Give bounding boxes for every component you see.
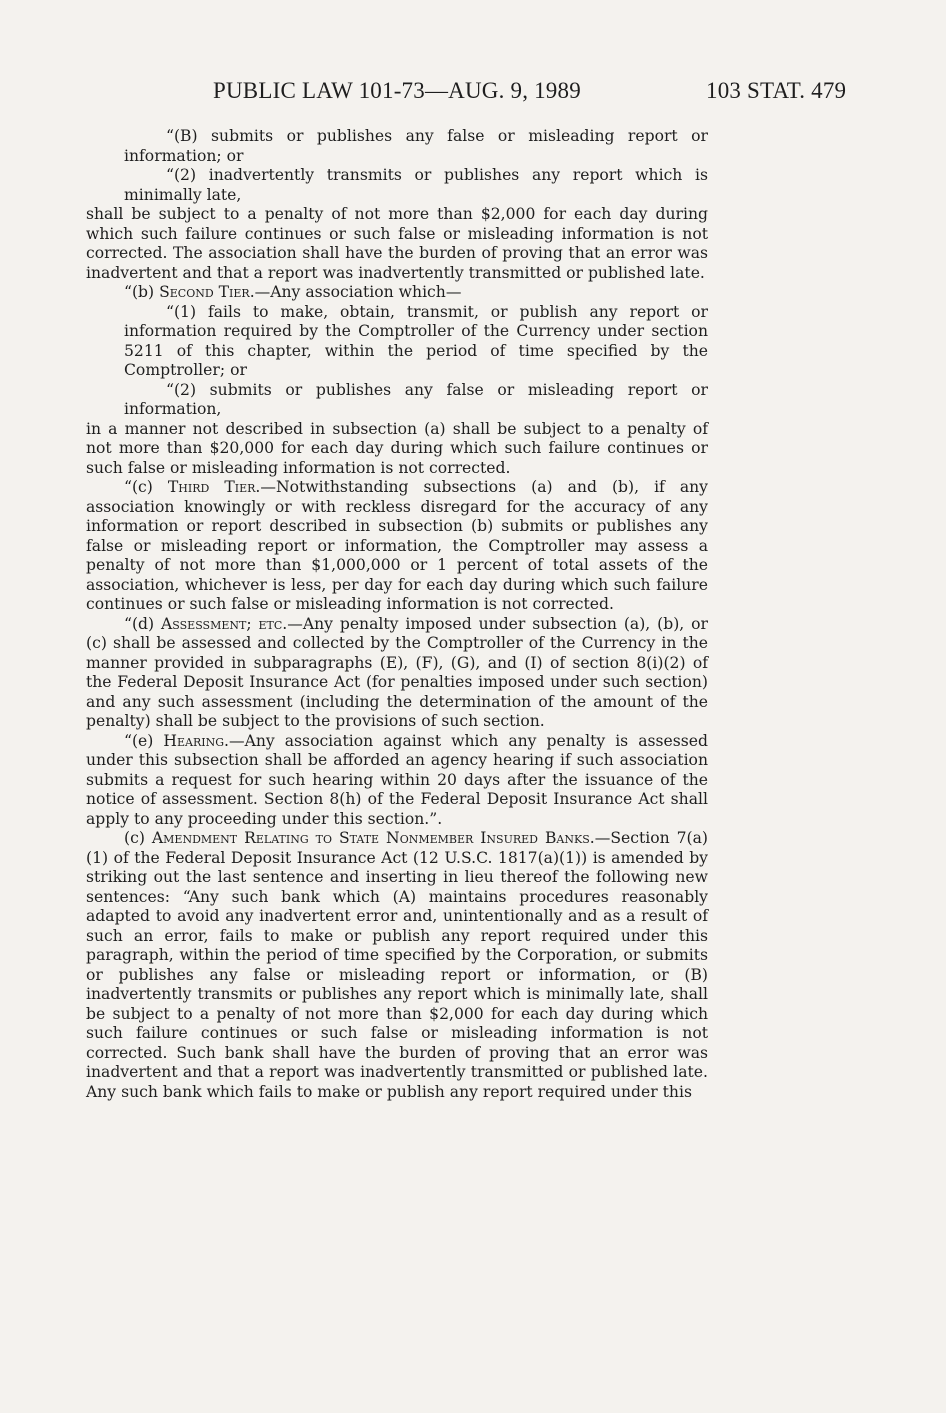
paragraph-text: in a manner not described in subsection (a) shall be subject to a penalty of not more than $20,000 for each day during which such failure continues or such false or misleading information is not corrected. [86, 419, 708, 477]
paragraph-text: shall be subject to a penalty of not more than $2,000 for each day during which such failure continues or such false or misleading information is not corrected. The association shall have the burden of proving that an error was inadvertent and that a report was inadvertently transmitted or published late. [86, 205, 708, 282]
section-c-amendment-state-nonmember-banks [86, 829, 708, 1102]
subsection-lead: “(c) [124, 478, 168, 496]
subsection-b-second-tier [86, 283, 708, 303]
paragraph-penalty-first-tier [86, 205, 708, 283]
subsection-heading: Third Tier [167, 478, 256, 496]
subsection-lead: (c) [124, 829, 152, 847]
subsection-heading: Assessment; etc [161, 614, 283, 633]
paragraph-text: .—Notwithstanding subsections (a) and (b), if any association knowingly or with reckless disregard for the accuracy of any information or report described in subsection (b) submits or publishes any false or misleading report or information, the Comptroller may assess a penalty of not more than $1,000,000 or 1 percent of total assets of the association, whichever is less, per day for each day during which such failure continues or such false or misleading information is not corrected. [86, 478, 708, 613]
subsection-heading: Second Tier [159, 283, 250, 301]
paragraph-text: .—Any association which— [249, 283, 462, 301]
paragraph-2-inadvertently [86, 166, 708, 205]
subsection-lead: “(d) [124, 614, 162, 633]
subsection-lead: “(b) [124, 283, 160, 301]
subsection-c-third-tier [86, 478, 708, 615]
subsection-d-assessment [86, 615, 708, 732]
page-header [0, 74, 946, 110]
paragraph-text: .—Any association against which any penalty is assessed under this subsection shall be afforded an agency hearing if such association submits a request for such hearing within 20 days after the issuance of the notice of assessment. Section 8(h) of the Federal Deposit Insurance Act shall apply to any proceeding under this section.”. [86, 731, 708, 828]
subsection-e-hearing [86, 732, 708, 830]
paragraph-b-submits [86, 127, 708, 166]
statute-body-text [86, 127, 708, 1102]
running-head-title: PUBLIC LAW 101-73—AUG. 9, 1989 [213, 78, 581, 103]
paragraph-text: “(2) submits or publishes any false or misleading report or information, [124, 380, 708, 418]
paragraph-penalty-second-tier [86, 420, 708, 479]
paragraph-text: .—Section 7(a)(1) of the Federal Deposit Insurance Act (12 U.S.C. 1817(a)(1)) is amended by striking out the last sentence and inserting in lieu thereof the following new sentences: “Any such bank which (A) maintains procedures reasonably adapted to avoid any inadvertent error and, unintentionally and as a result of such an error, fails to make or publish any report required under this paragraph, within the period of time specified by the Corporation, or submits or publishes any false or misleading report or information, or (B) inadvertently transmits or publishes any report which is minimally late, shall be subject to a penalty of not more than $2,000 for each day during which such failure continues or such false or misleading information is not corrected. Such bank shall have the burden of proving that an error was inadvertent and that a report was inadvertently transmitted or published late. Any such bank which fails to make or publish any report required under this [86, 829, 709, 1101]
subsection-heading: Hearing [163, 731, 225, 750]
subsection-heading: Amendment Relating to State Nonmember Insured Banks [151, 829, 590, 847]
paragraph-text: “(2) inadvertently transmits or publishes any report which is minimally late, [124, 166, 708, 204]
paragraph-text: .—Any penalty imposed under subsection (a), (b), or (c) shall be assessed and collected by the Comptroller of the Currency in the manner provided in subparagraphs (E), (F), (G), and (I) of section 8(i)(2) of the Federal Deposit Insurance Act (for penalties imposed under such section) and any such assessment (including the determination of the amount of the penalty) shall be subject to the provisions of such section. [86, 614, 708, 730]
paragraph-2-submits [86, 381, 708, 420]
paragraph-text: “(1) fails to make, obtain, transmit, or publish any report or information required by the Comptroller of the Currency under section 5211 of this chapter, within the period of time specified by the Comptroller; or [124, 302, 708, 379]
paragraph-1-fails-to-make [86, 303, 708, 381]
statute-page-reference: 103 STAT. 479 [706, 78, 847, 103]
subsection-lead: “(e) [124, 731, 164, 750]
paragraph-text: “(B) submits or publishes any false or misleading report or information; or [124, 127, 708, 165]
